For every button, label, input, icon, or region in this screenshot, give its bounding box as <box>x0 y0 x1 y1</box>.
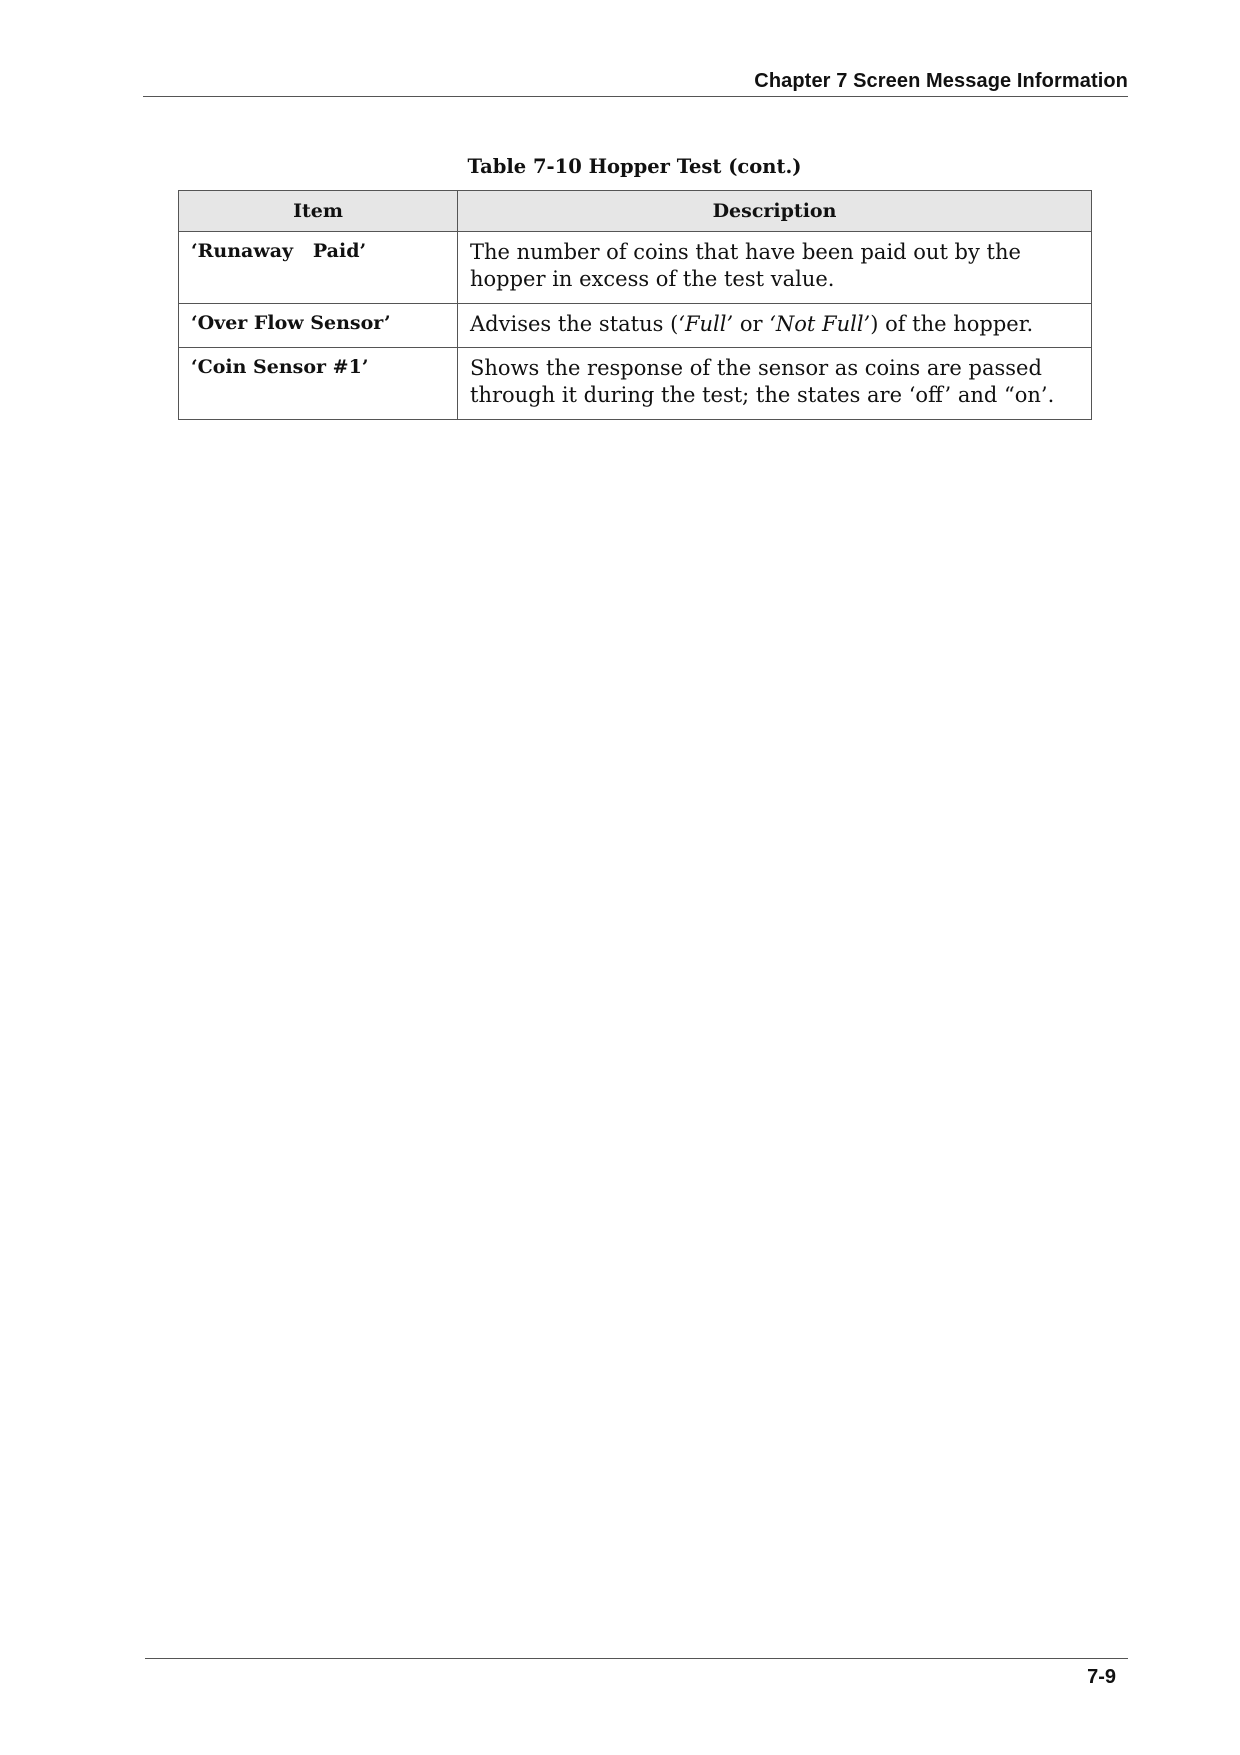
description-cell <box>458 304 1092 348</box>
description-text: ) of the hopper. <box>870 312 1034 336</box>
footer-divider <box>145 1658 1128 1659</box>
hopper-test-table <box>178 190 1092 420</box>
description-text: or <box>733 312 770 336</box>
description-text: Advises the status ( <box>470 312 679 336</box>
status-full-text: ‘Full’ <box>678 312 734 336</box>
table-caption: Table 7-10 Hopper Test (cont.) <box>467 155 802 178</box>
item-cell: ‘Over Flow Sensor’ <box>179 304 458 348</box>
page-number: 7-9 <box>1087 1666 1116 1688</box>
table-header-row <box>179 191 1092 232</box>
chapter-header-title: Chapter 7 Screen Message Information <box>754 70 1128 92</box>
column-header-item: Item <box>179 191 458 232</box>
description-cell: Shows the response of the sensor as coins are passed through it during the test; the states are ‘off’ and “on’. <box>458 348 1092 420</box>
description-cell: The number of coins that have been paid out by the hopper in excess of the test value. <box>458 232 1092 304</box>
header-divider <box>143 96 1128 97</box>
item-cell: ‘Runaway Paid’ <box>179 232 458 304</box>
table-row <box>179 232 1092 304</box>
table-row <box>179 304 1092 348</box>
table-row <box>179 348 1092 420</box>
column-header-description: Description <box>458 191 1092 232</box>
status-not-full-text: ‘Not Full’ <box>769 312 871 336</box>
item-cell: ‘Coin Sensor #1’ <box>179 348 458 420</box>
